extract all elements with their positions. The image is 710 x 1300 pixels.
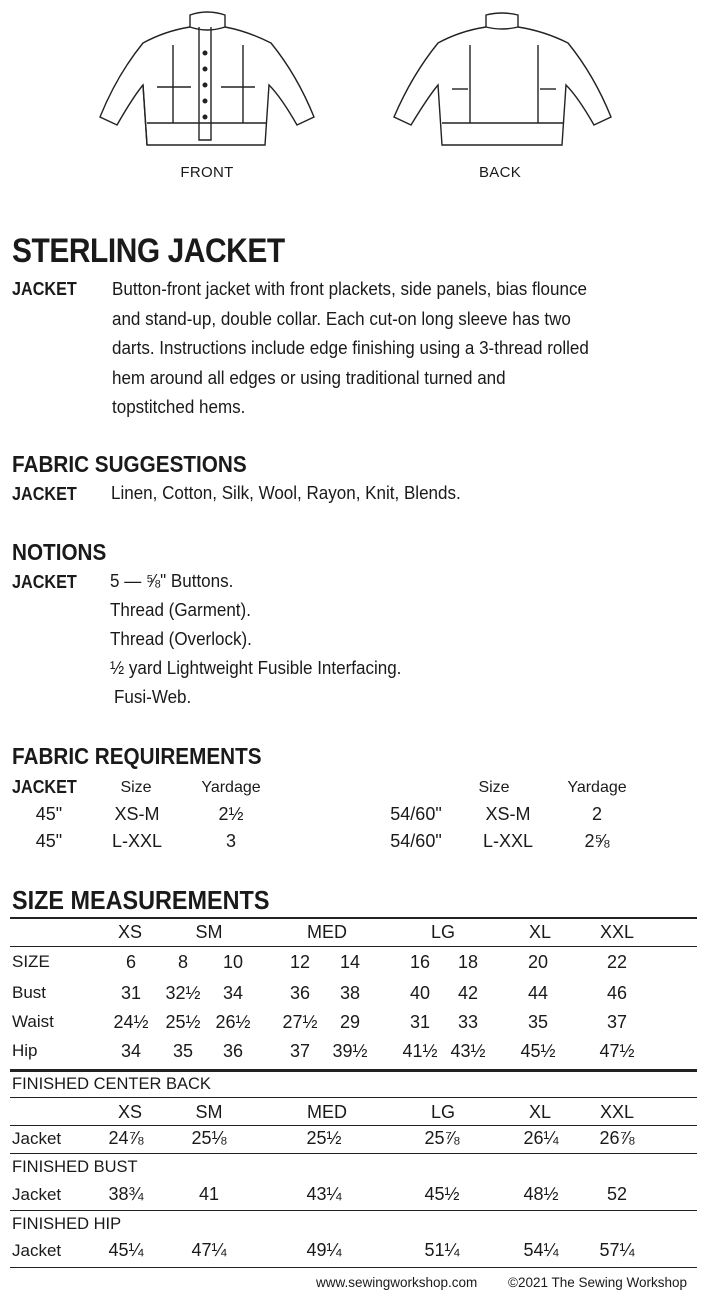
divider	[10, 946, 697, 947]
description-label: JACKET	[12, 279, 77, 299]
finished-measurement-cell: 25⅛	[191, 1128, 227, 1148]
fabric-suggestions-heading: FABRIC SUGGESTIONS	[12, 451, 247, 477]
finished-measurement-cell: 52	[606, 1184, 628, 1204]
measurement-cell: 31	[409, 1012, 431, 1032]
finished-measurement-cell: 26⅞	[599, 1128, 635, 1148]
fabric-suggestions-text: Linen, Cotton, Silk, Wool, Rayon, Knit, Blends.	[111, 482, 461, 503]
finished-measurement-cell: 45¼	[108, 1240, 144, 1260]
waist-row-label: Waist	[12, 1012, 54, 1031]
measurement-cell: 27½	[282, 1012, 318, 1032]
row-label: Jacket	[12, 1129, 62, 1148]
measurement-cell: 42	[457, 983, 479, 1003]
measurement-cell: 18	[457, 952, 479, 972]
measurement-cell: 25½	[165, 1012, 201, 1032]
measurement-cell: 6	[125, 952, 137, 972]
row-label: Jacket	[12, 1185, 62, 1204]
fabric-yardage: 3	[225, 831, 237, 851]
divider	[10, 1097, 697, 1098]
measurement-cell: 41½	[402, 1041, 438, 1061]
finished-measurement-cell: 49¼	[306, 1240, 342, 1260]
fabric-yardage: 2⅝	[584, 831, 610, 851]
yardage-col-header: Yardage	[567, 779, 627, 796]
finished-bust-heading: FINISHED BUST	[12, 1158, 138, 1176]
measurement-cell: 33	[457, 1012, 479, 1032]
measurement-cell: 26½	[215, 1012, 251, 1032]
size-group-header: XL	[528, 1102, 552, 1122]
finished-measurement-cell: 38¾	[108, 1184, 144, 1204]
size-group-header: XL	[528, 922, 552, 942]
measurement-cell: 24½	[113, 1012, 149, 1032]
measurement-cell: 36	[289, 983, 311, 1003]
size-group-header: XS	[117, 1102, 143, 1122]
measurement-cell: 35	[172, 1041, 194, 1061]
divider	[10, 1267, 697, 1268]
back-jacket-sketch	[388, 5, 618, 165]
size-measurements-heading: SIZE MEASUREMENTS	[12, 885, 270, 915]
fabric-requirements-label: JACKET	[12, 777, 77, 797]
notion-item: ½ yard Lightweight Fusible Interfacing.	[110, 657, 402, 678]
notion-item: 5 — ⅝" Buttons.	[110, 570, 234, 591]
finished-measurement-cell: 45½	[424, 1184, 460, 1204]
fabric-width: 45"	[35, 804, 63, 824]
size-group-header: SM	[195, 922, 223, 942]
measurement-cell: 39½	[332, 1041, 368, 1061]
size-group-header: LG	[430, 1102, 456, 1122]
measurement-cell: 16	[409, 952, 431, 972]
back-label: BACK	[478, 164, 522, 181]
fabric-size: L-XXL	[111, 831, 163, 851]
size-row-label: SIZE	[12, 952, 50, 971]
divider	[10, 917, 697, 919]
front-jacket-sketch	[95, 5, 325, 165]
measurement-cell: 10	[222, 952, 244, 972]
finished-center-back-heading: FINISHED CENTER BACK	[12, 1075, 211, 1093]
notion-item: Fusi-Web.	[114, 686, 192, 707]
finished-measurement-cell: 43¼	[306, 1184, 342, 1204]
description-text: Button-front jacket with front plackets, side panels, bias flounce and stand-up, double collar. Each cut-on long sleeve has two darts. Instructions include edge finishing using a 3-thread rolled hem around all edges or using traditional turned and topstitched hems.	[112, 278, 589, 417]
measurement-cell: 20	[527, 952, 549, 972]
front-label: FRONT	[180, 164, 234, 181]
finished-measurement-cell: 47¼	[191, 1240, 227, 1260]
fabric-size: XS-M	[114, 804, 160, 824]
measurement-cell: 36	[222, 1041, 244, 1061]
size-group-header: XXL	[599, 922, 635, 942]
size-group-header: MED	[307, 1102, 347, 1122]
bust-row-label: Bust	[12, 983, 47, 1002]
row-label: Jacket	[12, 1241, 62, 1260]
finished-measurement-cell: 41	[198, 1184, 220, 1204]
fabric-size: XS-M	[485, 804, 531, 824]
finished-measurement-cell: 57¼	[599, 1240, 635, 1260]
size-group-header: LG	[430, 922, 456, 942]
pattern-title: STERLING JACKET	[12, 232, 285, 270]
size-col-header: Size	[120, 779, 152, 796]
divider	[10, 1125, 697, 1126]
fabric-yardage: 2½	[218, 804, 244, 824]
measurement-cell: 22	[606, 952, 628, 972]
measurement-cell: 37	[606, 1012, 628, 1032]
divider	[10, 1069, 697, 1072]
measurement-cell: 8	[177, 952, 189, 972]
finished-measurement-cell: 51¼	[424, 1240, 460, 1260]
fabric-size: L-XXL	[482, 831, 534, 851]
finished-measurement-cell: 54¼	[523, 1240, 559, 1260]
measurement-cell: 34	[120, 1041, 142, 1061]
measurement-cell: 12	[289, 952, 311, 972]
measurement-cell: 38	[339, 983, 361, 1003]
size-group-header: SM	[195, 1102, 223, 1122]
fabric-width: 54/60"	[390, 804, 442, 824]
fabric-width: 45"	[35, 831, 63, 851]
measurement-cell: 46	[606, 983, 628, 1003]
finished-measurement-cell: 48½	[523, 1184, 559, 1204]
yardage-col-header: Yardage	[201, 779, 261, 796]
divider	[10, 1153, 697, 1154]
measurement-cell: 35	[527, 1012, 549, 1032]
finished-hip-heading: FINISHED HIP	[12, 1215, 122, 1233]
size-group-header: MED	[307, 922, 347, 942]
measurement-cell: 37	[289, 1041, 311, 1061]
finished-measurement-cell: 25⅞	[424, 1128, 460, 1148]
fabric-yardage: 2	[591, 804, 603, 824]
divider	[10, 1210, 697, 1211]
notions-label: JACKET	[12, 572, 77, 592]
notions-heading: NOTIONS	[12, 539, 107, 565]
footer-website: www.sewingworkshop.com	[316, 1275, 478, 1290]
measurement-cell: 34	[222, 983, 244, 1003]
notion-item: Thread (Overlock).	[110, 628, 252, 649]
fabric-requirements-heading: FABRIC REQUIREMENTS	[12, 743, 262, 769]
size-col-header: Size	[478, 779, 510, 796]
measurement-cell: 43½	[450, 1041, 486, 1061]
hip-row-label: Hip	[12, 1041, 38, 1060]
finished-measurement-cell: 25½	[306, 1128, 342, 1148]
measurement-cell: 32½	[165, 983, 201, 1003]
measurement-cell: 45½	[520, 1041, 556, 1061]
fabric-suggestions-label: JACKET	[12, 484, 77, 504]
finished-measurement-cell: 26¼	[523, 1128, 559, 1148]
notion-item: Thread (Garment).	[110, 599, 251, 620]
size-group-header: XS	[117, 922, 143, 942]
finished-measurement-cell: 24⅞	[108, 1128, 144, 1148]
measurement-cell: 44	[527, 983, 549, 1003]
size-group-header: XXL	[599, 1102, 635, 1122]
measurement-cell: 40	[409, 983, 431, 1003]
measurement-cell: 47½	[599, 1041, 635, 1061]
measurement-cell: 14	[339, 952, 361, 972]
footer-copyright: ©2021 The Sewing Workshop	[508, 1275, 688, 1290]
measurement-cell: 29	[339, 1012, 361, 1032]
fabric-width: 54/60"	[390, 831, 442, 851]
measurement-cell: 31	[120, 983, 142, 1003]
